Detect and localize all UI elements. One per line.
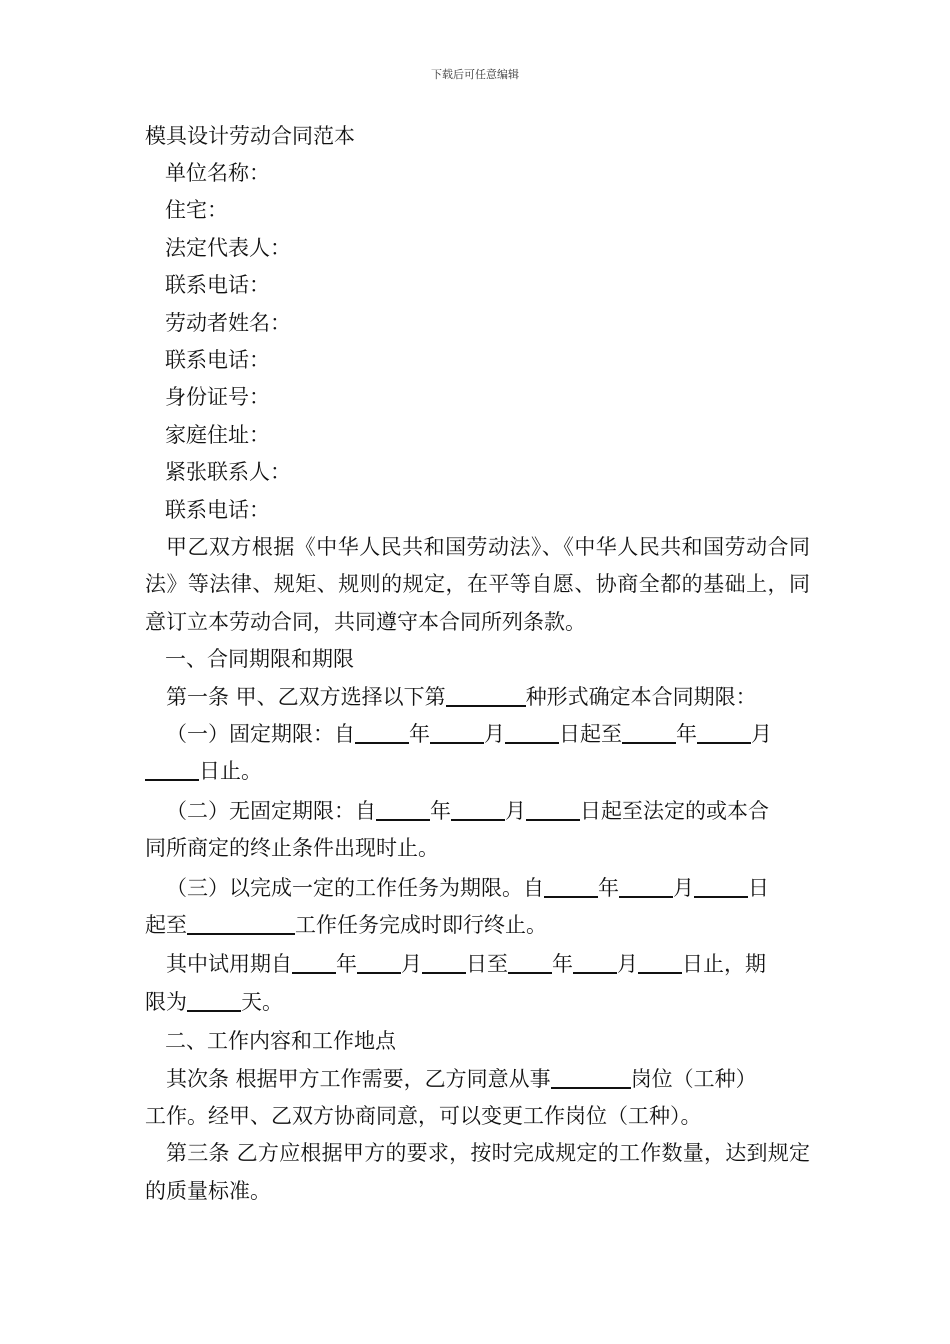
- field-company-name: 单位名称：: [165, 161, 270, 185]
- blank-o2-year: [376, 795, 430, 821]
- blank-o3-day: [694, 872, 748, 898]
- blank-trial-start-month: [357, 948, 401, 974]
- blank-o3-year: [544, 872, 598, 898]
- blank-o3-month: [619, 872, 673, 898]
- field-legal-representative: 法定代表人：: [165, 235, 291, 260]
- blank-end-day: [145, 755, 199, 781]
- option2-open-term: （二）无固定期限：自 年 月 日起至法定的或本合: [145, 793, 810, 830]
- field-emergency-phone: 联系电话：: [165, 497, 270, 522]
- blank-task: [187, 909, 295, 935]
- blank-end-month: [697, 718, 751, 744]
- blank-start-year: [355, 718, 409, 744]
- blank-trial-days: [187, 986, 241, 1012]
- blank-position: [551, 1063, 631, 1089]
- trial-line2: 限为 天。: [145, 984, 810, 1021]
- blank-term-form: [446, 681, 526, 707]
- blank-o2-month: [451, 795, 505, 821]
- article2-line2: 工作。经甲、乙双方协商同意，可以变更工作岗位（工种）。: [145, 1103, 702, 1128]
- field-worker-name: 劳动者姓名：: [165, 310, 291, 335]
- option3-task-term: （三）以完成一定的工作任务为期限。自 年 月 日: [145, 870, 810, 907]
- article1: 第一条 甲、乙双方选择以下第 种形式确定本合同期限：: [145, 679, 810, 716]
- field-id-number: 身份证号：: [165, 385, 270, 410]
- blank-trial-end-year: [508, 948, 552, 974]
- page-header-note: 下载后可任意编辑: [431, 68, 519, 81]
- blank-trial-start-day: [422, 948, 466, 974]
- blank-trial-end-day: [638, 948, 682, 974]
- trial-period: 其中试用期自 年 月 日至 年 月 日止，期: [145, 946, 810, 983]
- blank-trial-end-month: [573, 948, 617, 974]
- field-emergency-contact: 紧张联系人：: [165, 460, 291, 485]
- contract-document: [145, 118, 810, 1210]
- option3-line2: 起至 工作任务完成时即行终止。: [145, 907, 810, 944]
- section1-heading: 一、合同期限和期限: [165, 647, 354, 672]
- field-worker-phone: 联系电话：: [165, 347, 270, 372]
- blank-trial-start-year: [292, 948, 336, 974]
- option2-line2: 同所商定的终止条件出现时止。: [145, 836, 439, 861]
- blank-end-year: [622, 718, 676, 744]
- option1-fixed-term: （一）固定期限：自 年 月 日起至 年 月: [145, 716, 810, 753]
- intro-paragraph: 甲乙双方根据《中华人民共和国劳动法》、《中华人民共和国劳动合同法》等法律、规矩、规则的规定，在平等自愿、协商全都的基础上，同意订立本劳动合同，共同遵守本合同所列条款。: [145, 534, 810, 634]
- field-home-address: 家庭住址：: [165, 422, 270, 447]
- section2-heading: 二、工作内容和工作地点: [165, 1029, 396, 1054]
- blank-start-month: [430, 718, 484, 744]
- blank-o2-day: [526, 795, 580, 821]
- document-title: 模具设计劳动合同范本: [145, 124, 355, 148]
- field-residence: 住宅：: [165, 198, 228, 223]
- article3: 第三条 乙方应根据甲方的要求，按时完成规定的工作数量，达到规定的质量标准。: [145, 1141, 810, 1203]
- field-employer-phone: 联系电话：: [165, 273, 270, 298]
- blank-start-day: [505, 718, 559, 744]
- option1-line2: 日止。: [145, 753, 810, 790]
- article2: 其次条 根据甲方工作需要，乙方同意从事 岗位（工种）: [145, 1061, 810, 1098]
